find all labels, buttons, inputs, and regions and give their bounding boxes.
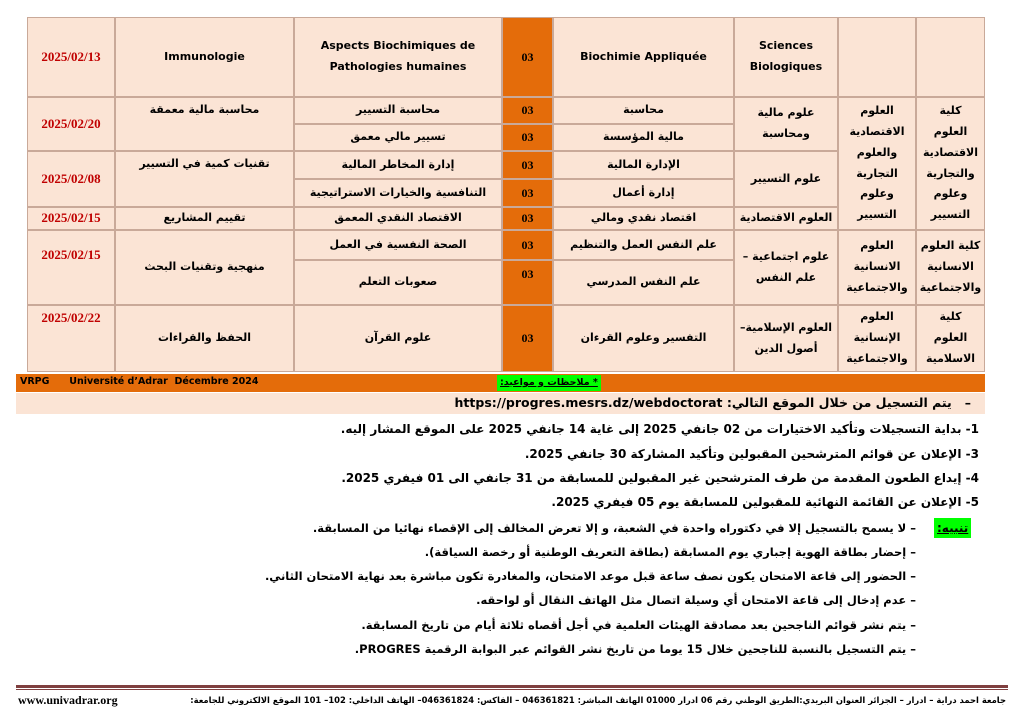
field-cell: العلوم الاقتصادية bbox=[734, 207, 838, 230]
exam-date-cell: 2025/02/08 bbox=[27, 151, 115, 207]
footer-address: جامعة احمد دراية – ادرار – الجزائر العنوان البريدي:الطريق الوطني رقم 06 ادرار 01000 الهاتف المباشر: 046361821 – الفاكس: 046361824– الهاتف الداخلي: 102– 101 الموقع الالكتروني للجامعة: bbox=[190, 695, 1006, 705]
specialty-cell: علم النفس العمل والتنظيم bbox=[553, 230, 734, 260]
field-cell: علوم اجتماعية – علم النفس bbox=[734, 230, 838, 305]
footer-divider bbox=[16, 685, 1008, 688]
notice-item: – يتم نشر قوائم الناجحين بعد مصادقة الهيئات العلمية في أجل أقصاه ثلاثة أيام من تاريخ المسابقة. bbox=[361, 618, 916, 632]
field-cell: Sciences Biologiques bbox=[734, 17, 838, 97]
registration-row bbox=[16, 393, 985, 414]
faculty-cell: كلية العلوم الاقتصادية والتجارية وعلوم التسيير bbox=[916, 97, 985, 230]
seats-count-cell: 03 bbox=[502, 97, 553, 124]
faculty-cell bbox=[916, 17, 985, 97]
subject1-cell: الصحة النفسية في العمل bbox=[294, 230, 502, 260]
field-cell: العلوم الإسلامية– أصول الدين bbox=[734, 305, 838, 372]
specialty-cell: علم النفس المدرسي bbox=[553, 260, 734, 305]
subject1-cell: Aspects Biochimiques de Pathologies humaines bbox=[294, 17, 502, 97]
exam-date-cell: 2025/02/15 bbox=[27, 207, 115, 230]
subject2-cell: الحفظ والقراءات bbox=[115, 305, 294, 372]
header-left-label: VRPG Université d’Adrar Décembre 2024 bbox=[20, 376, 259, 387]
notes-header-bar bbox=[16, 374, 985, 392]
specialty-cell: اقتصاد نقدي ومالي bbox=[553, 207, 734, 230]
specialty-cell: مالية المؤسسة bbox=[553, 124, 734, 151]
exam-date-cell: 2025/02/20 bbox=[27, 97, 115, 151]
seats-count-cell: 03 bbox=[502, 124, 553, 151]
seats-count-cell: 03 bbox=[502, 179, 553, 207]
step-4: 4- إيداع الطعون المقدمة من طرف المترشحين غير المقبولين للمسابقة من 31 جانفي الى 01 فيفري 2025. bbox=[341, 471, 979, 485]
step-5: 5- الإعلان عن القائمة النهائية للمقبولين للمسابقة يوم 05 فيفري 2025. bbox=[551, 495, 979, 509]
exam-date-cell: 2025/02/22 bbox=[27, 305, 115, 372]
subject2-cell: Immunologie bbox=[115, 17, 294, 97]
step-1: 1- بداية التسجيلات وتأكيد الاختيارات من 02 جانفي 2025 إلى غاية 14 جانفي 2025 على الموقع المشار إليه. bbox=[340, 422, 979, 436]
registration-url[interactable]: https://progres.mesrs.dz/webdoctorat bbox=[454, 395, 723, 410]
seats-count-cell: 03 bbox=[502, 230, 553, 260]
page-footer bbox=[18, 692, 1006, 708]
subject1-cell: تسيير مالي معمق bbox=[294, 124, 502, 151]
subject1-cell: صعوبات التعلم bbox=[294, 260, 502, 305]
subject1-cell: إدارة المخاطر المالية bbox=[294, 151, 502, 179]
footer-divider-thin bbox=[16, 689, 1008, 690]
bullet-dash: – bbox=[951, 395, 971, 410]
seats-count-cell: 03 bbox=[502, 151, 553, 179]
subject2-cell: محاسبة مالية معمقة bbox=[115, 97, 294, 151]
specialty-cell: إدارة أعمال bbox=[553, 179, 734, 207]
seats-count-cell: 03 bbox=[502, 207, 553, 230]
notice-item: – لا يسمح بالتسجيل إلا في دكتوراه واحدة في الشعبة، و إلا تعرض المخالف إلى الإقصاء نهائيا من المسابقة. bbox=[312, 521, 916, 535]
subject1-cell: علوم القرآن bbox=[294, 305, 502, 372]
domain-cell: العلوم الاقتصادية والعلوم التجارية وعلوم التسيير bbox=[838, 97, 916, 230]
registration-text: يتم التسجيل من خلال الموقع التالي: bbox=[726, 395, 952, 410]
specialty-cell: التفسير وعلوم القرءان bbox=[553, 305, 734, 372]
field-cell: علوم التسيير bbox=[734, 151, 838, 207]
seats-count-cell: 03 bbox=[502, 17, 553, 97]
notice-item: – الحضور إلى قاعة الامتحان يكون نصف ساعة قبل موعد الامتحان، والمغادرة تكون مباشرة بعد نهاية الامتحان الثاني. bbox=[264, 569, 916, 583]
specialty-cell: Biochimie Appliquée bbox=[553, 17, 734, 97]
specialty-cell: محاسبة bbox=[553, 97, 734, 124]
exam-date-cell: 2025/02/13 bbox=[27, 17, 115, 97]
faculty-cell: كلية العلوم الانسانية والاجتماعية bbox=[916, 230, 985, 305]
step-3: 3- الإعلان عن قوائم المترشحين المقبولين وتأكيد المشاركة 30 جانفي 2025. bbox=[524, 447, 979, 461]
seats-count-cell: 03 bbox=[502, 260, 553, 305]
specialty-cell: الإدارة المالية bbox=[553, 151, 734, 179]
notice-item: – عدم إدخال إلى قاعة الامتحان أي وسيلة اتصال مثل الهاتف النقال أو لواحقه. bbox=[476, 593, 916, 607]
seats-count-cell: 03 bbox=[502, 305, 553, 372]
domain-cell: العلوم الإنسانية والاجتماعية bbox=[838, 305, 916, 372]
footer-website[interactable]: www.univadrar.org bbox=[18, 692, 118, 707]
subject1-cell: التنافسية والخيارات الاستراتيجية bbox=[294, 179, 502, 207]
faculty-cell: كلية العلوم الاسلامية bbox=[916, 305, 985, 372]
subject2-cell: تقييم المشاريع bbox=[115, 207, 294, 230]
subject2-cell: منهجية وتقنيات البحث bbox=[115, 230, 294, 305]
domain-cell: العلوم الانسانية والاجتماعية bbox=[838, 230, 916, 305]
domain-cell bbox=[838, 17, 916, 97]
subject1-cell: محاسبة التسيير bbox=[294, 97, 502, 124]
subject2-cell: تقنيات كمية في التسيير bbox=[115, 151, 294, 207]
notice-label: تنبيه: bbox=[934, 518, 971, 538]
exam-date-cell: 2025/02/15 bbox=[27, 230, 115, 305]
field-cell: علوم مالية ومحاسبة bbox=[734, 97, 838, 151]
subject1-cell: الاقتصاد النقدي المعمق bbox=[294, 207, 502, 230]
notes-label-badge: * ملاحظات و مواعيد: bbox=[497, 375, 601, 391]
notice-item: – يتم التسجيل بالنسبة للناجحين خلال 15 يوما من تاريخ نشر القوائم عبر البوابة الرقمية PROGRES. bbox=[354, 642, 916, 656]
notice-item: – إحضار بطاقة الهوية إجباري يوم المسابقة (بطاقة التعريف الوطنية أو رخصة السياقة). bbox=[424, 545, 916, 559]
